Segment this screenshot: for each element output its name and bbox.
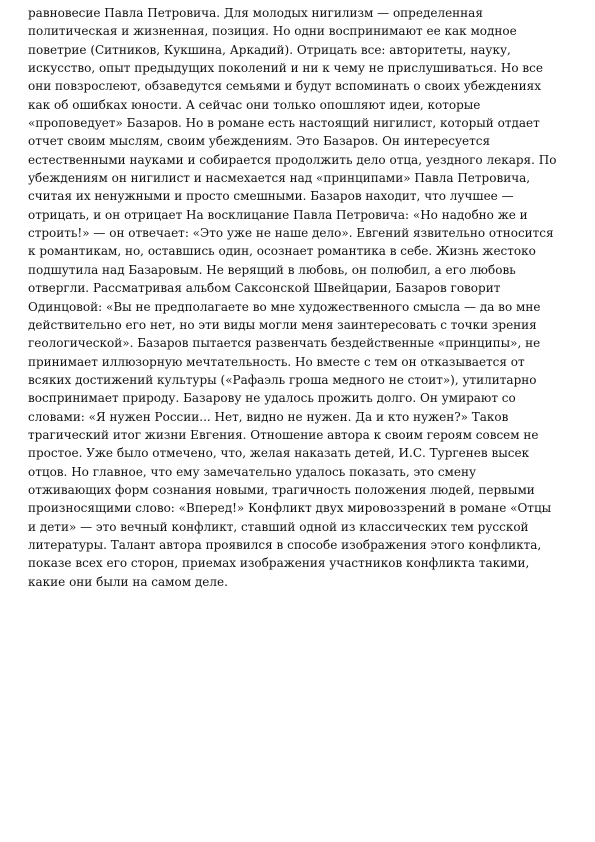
text-line: простое. Уже было отмечено, что, желая наказать детей, И.С. Тургенев высек (28, 446, 530, 461)
text-line: Одинцовой: «Вы не предполагаете во мне художественного смысла — да во мне (28, 299, 541, 314)
text-line: к романтикам, но, оставшись один, осознает романтика в себе. Жизнь жестоко (28, 244, 536, 259)
text-line: отчет своим мыслям, своим убеждениям. Это Базаров. Он интересуется (28, 134, 491, 149)
text-line: всяких достижений культуры («Рафаэль гроша медного не стоит»), утилитарно (28, 372, 537, 387)
text-line: поветрие (Ситников, Кукшина, Аркадий). Отрицать все: авторитеты, науку, (28, 42, 511, 57)
text-line: они повзрослеют, обзаведутся семьями и будут вспоминать о своих убеждениях (28, 79, 541, 94)
text-line: равновесие Павла Петровича. Для молодых нигилизм — определенная (28, 6, 483, 20)
text-line: геологической». Базаров пытается развенчать бездейственные «принципы», не (28, 336, 541, 351)
text-line: считая их ненужными и просто смешными. Базаров находит, что лучшее — (28, 189, 514, 204)
text-line: действительно его нет, но эти виды могли меня заинтересовать с точки зрения (28, 317, 537, 332)
text-line: воспринимает природу. Базарову не удалось прожить долго. Он умирают со (28, 391, 516, 406)
text-line: отживающих форм сознания новыми, трагичность положения людей, первыми (28, 482, 535, 497)
text-line: трагический итог жизни Евгения. Отношение автора к своим героям совсем не (28, 427, 539, 442)
text-line: искусство, опыт предыдущих поколений и ни к чему не прислушиваться. Но все (28, 61, 543, 76)
text-line: произносящими слово: «Вперед!» Конфликт двух мировоззрений в романе «Отцы (28, 501, 552, 516)
text-line: показе всех его сторон, приемах изображения участников конфликта такими, (28, 556, 530, 571)
body-paragraph (28, 4, 568, 591)
text-line: естественными науками и собирается продолжить дело отца, уездного лекаря. По (28, 152, 557, 167)
text-line: и дети» — это вечный конфликт, ставший одной из классических тем русской (28, 519, 529, 534)
text-line: политическая и жизненная, позиция. Но одни воспринимают ее как модное (28, 24, 517, 39)
text-line: как об ошибках юности. А сейчас они только опошляют идеи, которые (28, 97, 481, 112)
text-line: «проповедует» Базаров. Но в романе есть настоящий нигилист, который отдает (28, 116, 540, 131)
text-line: словами: «Я нужен России... Нет, видно не нужен. Да и кто нужен?» Таков (28, 409, 509, 424)
text-line: отрицать, и он отрицает На восклицание Павла Петровича: «Но надобно же и (28, 207, 528, 222)
text-line: литературы. Талант автора проявился в способе изображения этого конфликта, (28, 537, 542, 552)
text-line: убеждениям он нигилист и насмехается над «принципами» Павла Петровича, (28, 171, 531, 186)
text-line: какие они были на самом деле. (28, 574, 228, 589)
text-line: принимает иллюзорную мечтательность. Но вместе с тем он отказывается от (28, 354, 525, 369)
text-line: подшутила над Базаровым. Не верящий в любовь, он полюбил, а его любовь (28, 262, 516, 277)
text-line: отвергли. Рассматривая альбом Саксонской Швейцарии, Базаров говорит (28, 281, 501, 296)
text-line: отцов. Но главное, что ему замечательно удалось показать, это смену (28, 464, 477, 479)
text-line: строить!» — он отвечает: «Это уже не наше дело». Евгений язвительно относится (28, 226, 554, 241)
